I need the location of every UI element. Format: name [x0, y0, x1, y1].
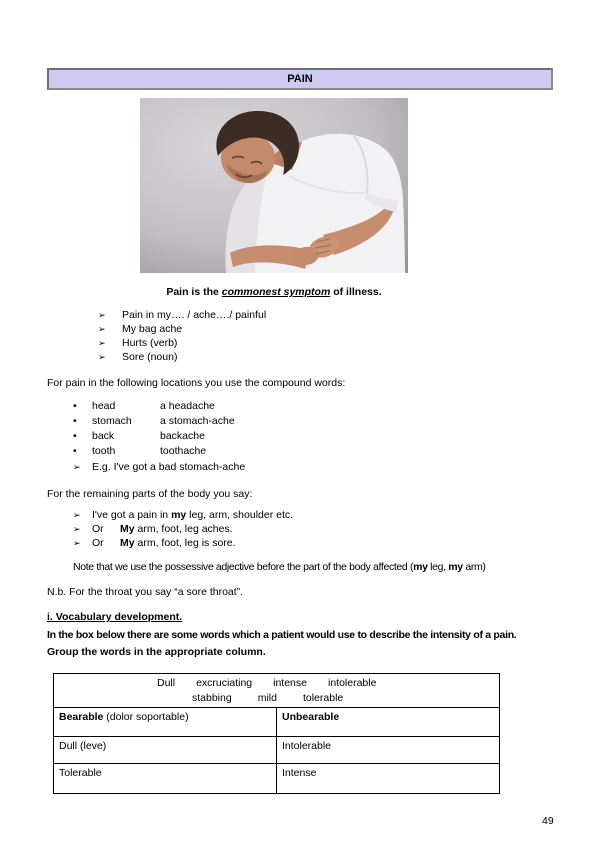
list-item — [98, 322, 600, 336]
intro-bullet-text: Sore (noun) — [122, 351, 178, 363]
arrow-bullet-icon: ➢ — [73, 462, 81, 472]
compound-word: toothache — [160, 445, 207, 457]
list-item — [73, 414, 600, 429]
remaining-intro-paragraph: For the remaining parts of the body you say: — [47, 488, 253, 500]
word-bank-word: Dull — [157, 677, 176, 689]
compound-intro-paragraph: For pain in the following locations you use the compound words: — [47, 377, 346, 389]
vocab-instruction-line1: In the box below there are some words which a patient would use to describe the intensity of a pain. — [47, 629, 517, 641]
body-part-term: head — [92, 400, 116, 412]
intro-bullet-text: Pain in my…. / ache…./ painful — [122, 309, 267, 321]
dot-bullet-icon: • — [73, 445, 77, 457]
table-row — [54, 737, 500, 764]
table-cell: Intense — [277, 764, 500, 794]
example-text: E.g. I've got a bad stomach-ache — [92, 461, 246, 473]
list-item: ➢ Or My arm, foot, leg aches. — [73, 523, 233, 535]
body-part-term: tooth — [92, 445, 116, 457]
unbearable-header-cell: Unbearable — [277, 708, 500, 737]
pain-photo — [140, 98, 408, 273]
arrow-bullet-icon: ➢ — [98, 352, 106, 362]
word-bank-cell — [54, 674, 500, 708]
caption-emphasis: commonest symptom — [221, 286, 331, 298]
intro-bullet-text: Hurts (verb) — [122, 337, 178, 349]
arrow-bullet-icon: ➢ — [98, 324, 106, 334]
list-item: ➢ I've got a pain in my leg, arm, shoulder etc. — [73, 509, 294, 521]
word-bank-word: intolerable — [327, 677, 377, 689]
list-item — [98, 308, 600, 322]
list-item: ➢ Or My arm, foot, leg is sore. — [73, 537, 236, 549]
vocab-development-heading: i. Vocabulary development. — [47, 611, 183, 623]
nb-throat-line: N.b. For the throat you say “a sore throat”. — [47, 586, 244, 598]
compound-word: backache — [160, 430, 205, 442]
arrow-bullet-icon: ➢ — [73, 510, 81, 520]
vocab-instruction-line2: Group the words in the appropriate column. — [47, 646, 266, 658]
table-cell: Dull (leve) — [54, 737, 277, 764]
table-cell: Tolerable — [54, 764, 277, 794]
page-title — [47, 68, 553, 90]
page-title-label: PAIN — [287, 73, 313, 85]
arrow-bullet-icon: ➢ — [98, 338, 106, 348]
dot-bullet-icon: • — [73, 430, 77, 442]
list-item — [98, 350, 600, 364]
word-bank-row — [54, 674, 500, 708]
list-item — [73, 444, 600, 459]
compound-word: a stomach-ache — [160, 415, 235, 427]
arrow-bullet-icon: ➢ — [98, 310, 106, 320]
bearable-header-cell: Bearable (dolor soportable) — [54, 708, 277, 737]
body-part-term: back — [92, 430, 115, 442]
arrow-bullet-icon: ➢ — [73, 524, 81, 534]
table-cell: Intolerable — [277, 737, 500, 764]
page-number: 49 — [542, 815, 554, 827]
word-bank-word: stabbing — [192, 692, 232, 704]
list-item — [73, 429, 600, 444]
intensity-table — [53, 673, 500, 794]
dot-bullet-icon: • — [73, 400, 77, 412]
compound-words-list — [0, 399, 600, 459]
body-part-term: stomach — [92, 415, 132, 427]
possessive-note: Note that we use the possessive adjective before the part of the body affected (my leg, my arm) — [73, 561, 486, 573]
word-bank-word: tolerable — [302, 692, 344, 704]
list-item — [73, 399, 600, 414]
compound-example-line — [73, 460, 600, 474]
table-row — [54, 764, 500, 794]
word-bank-word: intense — [273, 677, 307, 689]
table-row — [54, 708, 500, 737]
intro-bullet-list — [0, 308, 600, 364]
photo-caption: Pain is the commonest symptom of illness. — [166, 286, 382, 298]
word-bank-word: excruciating — [196, 677, 253, 689]
word-bank-word: mild — [257, 692, 277, 704]
remaining-bullet-list — [0, 508, 600, 550]
list-item — [98, 336, 600, 350]
compound-word: a headache — [160, 400, 215, 412]
intro-bullet-text: My bag ache — [122, 323, 183, 335]
dot-bullet-icon: • — [73, 415, 77, 427]
arrow-bullet-icon: ➢ — [73, 538, 81, 548]
